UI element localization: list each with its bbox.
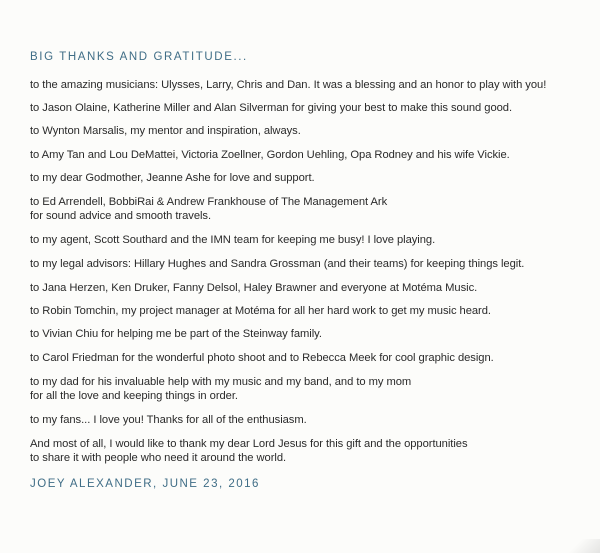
acknowledgements-heading: BIG THANKS AND GRATITUDE... (30, 51, 248, 63)
entry-line: to Jana Herzen, Ken Druker, Fanny Delsol, Haley Brawner and everyone at Motéma Music. (30, 282, 478, 294)
thanks-entry-label (30, 281, 477, 295)
thanks-entry-legal (30, 257, 524, 271)
entry-line: to Jason Olaine, Katherine Miller and Alan Silverman for giving your best to make this sound good. (30, 102, 513, 114)
thanks-entry-fans (30, 413, 307, 427)
entry-line: to my dad for his invaluable help with my music and my band, and to my mom (30, 376, 412, 388)
thanks-entry-steinway (30, 327, 322, 341)
thanks-entry-photo-design (30, 351, 494, 365)
entry-line: to Amy Tan and Lou DeMattei, Victoria Zoellner, Gordon Uehling, Opa Rodney and his wife Vickie. (30, 149, 510, 161)
entry-line: to share it with people who need it around the world. (30, 452, 287, 464)
thanks-entry-faith (30, 437, 468, 465)
entry-line: to Robin Tomchin, my project manager at Motéma for all her hard work to get my music heard. (30, 305, 491, 317)
thanks-entry-agent (30, 233, 435, 247)
thanks-entry-project-manager (30, 304, 491, 318)
entry-line: for all the love and keeping things in order. (30, 390, 238, 402)
thanks-entry-godmother (30, 171, 315, 185)
entry-line: to my fans... I love you! Thanks for all of the enthusiasm. (30, 414, 307, 426)
entry-line: to Carol Friedman for the wonderful photo shoot and to Rebecca Meek for cool graphic design. (30, 352, 494, 364)
entry-line: to Ed Arrendell, BobbiRai & Andrew Frankhouse of The Management Ark (30, 196, 388, 208)
entry-line: to my agent, Scott Southard and the IMN team for keeping me busy! I love playing. (30, 234, 436, 246)
entry-line: to the amazing musicians: Ulysses, Larry, Chris and Dan. It was a blessing and an honor to play with you! (30, 79, 547, 91)
thanks-entry-producers (30, 101, 512, 115)
thanks-entry-management (30, 195, 387, 223)
thanks-entry-mentor (30, 124, 301, 138)
signature-line: JOEY ALEXANDER, JUNE 23, 2016 (30, 478, 260, 490)
thanks-entry-friends (30, 148, 510, 162)
thanks-entry-musicians (30, 78, 546, 92)
entry-line: for sound advice and smooth travels. (30, 210, 212, 222)
thanks-entry-parents (30, 375, 411, 403)
entry-line: to my legal advisors: Hillary Hughes and Sandra Grossman (and their teams) for keeping things legit. (30, 258, 525, 270)
entry-line: to my dear Godmother, Jeanne Ashe for love and support. (30, 172, 315, 184)
page-corner-shadow (560, 539, 600, 553)
entry-line: And most of all, I would like to thank my dear Lord Jesus for this gift and the opportunities (30, 438, 468, 450)
entry-line: to Vivian Chiu for helping me be part of the Steinway family. (30, 328, 322, 340)
entry-line: to Wynton Marsalis, my mentor and inspiration, always. (30, 125, 301, 137)
